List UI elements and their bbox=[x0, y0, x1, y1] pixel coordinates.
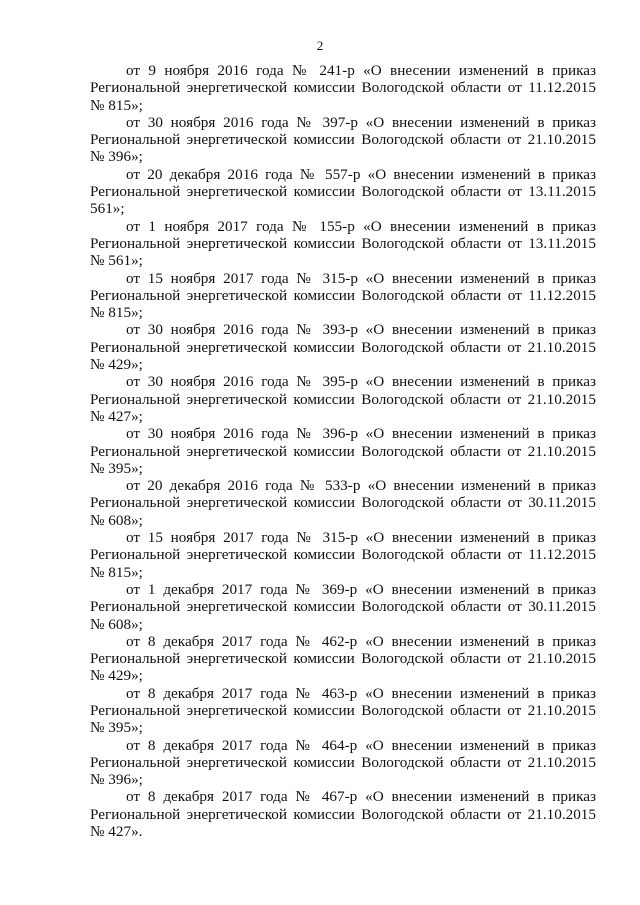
entry-line: Региональной энергетической комиссии Вологодской области от 21.10.2015 bbox=[90, 338, 596, 356]
page-number: 2 bbox=[316, 38, 324, 53]
list-item bbox=[90, 373, 596, 425]
entry-line: № 395»; bbox=[90, 459, 143, 477]
entry-line: № 608»; bbox=[90, 615, 143, 633]
entry-line: № 427»; bbox=[90, 407, 143, 425]
entry-line: от 30 ноября 2016 года № 395-р «О внесении изменений в приказ bbox=[126, 373, 596, 391]
entry-line: № 396»; bbox=[90, 148, 143, 166]
list-item bbox=[90, 477, 596, 529]
entry-line: Региональной энергетической комиссии Вологодской области от 21.10.2015 bbox=[90, 753, 596, 771]
entry-line: Региональной энергетической комиссии Вологодской области от 21.10.2015 bbox=[90, 701, 596, 719]
entry-line: № 815»; bbox=[90, 304, 143, 322]
entry-line: от 8 декабря 2017 года № 463-р «О внесении изменений в приказ bbox=[126, 684, 596, 702]
entry-line: Региональной энергетической комиссии Вологодской области от 13.11.2015 bbox=[90, 234, 596, 252]
entry-line: от 1 декабря 2017 года № 369-р «О внесении изменений в приказ bbox=[126, 580, 596, 598]
entry-line: № 608»; bbox=[90, 511, 143, 529]
entry-line: от 30 ноября 2016 года № 397-р «О внесении изменений в приказ bbox=[126, 113, 596, 131]
entry-line: от 9 ноября 2016 года № 241-р «О внесении изменений в приказ bbox=[126, 62, 596, 79]
list-item bbox=[90, 62, 596, 114]
entry-line: 561»; bbox=[90, 200, 125, 218]
list-item bbox=[90, 529, 596, 581]
entry-line: № 815»; bbox=[90, 96, 143, 114]
list-item bbox=[90, 166, 596, 218]
entry-line: № 395»; bbox=[90, 719, 143, 737]
entry-line: от 20 декабря 2016 года № 557-р «О внесении изменений в приказ bbox=[126, 165, 596, 183]
list-item bbox=[90, 633, 596, 685]
entry-line: Региональной энергетической комиссии Вологодской области от 11.12.2015 bbox=[90, 79, 596, 97]
entry-line: № 815»; bbox=[90, 563, 143, 581]
entry-line: Региональной энергетической комиссии Вологодской области от 21.10.2015 bbox=[90, 805, 596, 823]
entry-line: от 20 декабря 2016 года № 533-р «О внесении изменений в приказ bbox=[126, 477, 596, 495]
entry-line: № 396»; bbox=[90, 771, 143, 789]
entry-line: Региональной энергетической комиссии Вологодской области от 21.10.2015 bbox=[90, 442, 596, 460]
entry-line: Региональной энергетической комиссии Вологодской области от 30.11.2015 bbox=[90, 598, 596, 616]
entry-line: от 1 ноября 2017 года № 155-р «О внесении изменений в приказ bbox=[126, 217, 596, 235]
entry-line: Региональной энергетической комиссии Вологодской области от 13.11.2015 bbox=[90, 183, 596, 201]
entry-line: от 30 ноября 2016 года № 396-р «О внесении изменений в приказ bbox=[126, 425, 596, 443]
list-item bbox=[90, 270, 596, 322]
entry-line: от 15 ноября 2017 года № 315-р «О внесении изменений в приказ bbox=[126, 529, 596, 547]
list-item bbox=[90, 685, 596, 737]
entry-line: от 15 ноября 2017 года № 315-р «О внесении изменений в приказ bbox=[126, 269, 596, 287]
entry-line: № 427». bbox=[90, 823, 143, 841]
entry-line: Региональной энергетической комиссии Вологодской области от 21.10.2015 bbox=[90, 131, 596, 149]
entry-line: № 429»; bbox=[90, 667, 143, 685]
list-item bbox=[90, 114, 596, 166]
entry-line: Региональной энергетической комиссии Вологодской области от 21.10.2015 bbox=[90, 650, 596, 668]
entry-line: № 429»; bbox=[90, 356, 143, 374]
entry-line: Региональной энергетической комиссии Вологодской области от 21.10.2015 bbox=[90, 390, 596, 408]
entry-line: Региональной энергетической комиссии Вологодской области от 11.12.2015 bbox=[90, 286, 596, 304]
entry-line: Региональной энергетической комиссии Вологодской области от 30.11.2015 bbox=[90, 494, 596, 512]
entry-line: Региональной энергетической комиссии Вологодской области от 11.12.2015 bbox=[90, 546, 596, 564]
list-item bbox=[90, 737, 596, 789]
list-item bbox=[90, 218, 596, 270]
entry-line: от 30 ноября 2016 года № 393-р «О внесении изменений в приказ bbox=[126, 321, 596, 339]
list-item bbox=[90, 425, 596, 477]
list-item bbox=[90, 321, 596, 373]
document-body bbox=[90, 62, 596, 840]
list-item bbox=[90, 788, 596, 840]
entry-line: от 8 декабря 2017 года № 467-р «О внесении изменений в приказ bbox=[126, 788, 596, 806]
entry-line: № 561»; bbox=[90, 252, 143, 270]
entry-line: от 8 декабря 2017 года № 464-р «О внесении изменений в приказ bbox=[126, 736, 596, 754]
entry-line: от 8 декабря 2017 года № 462-р «О внесении изменений в приказ bbox=[126, 632, 596, 650]
list-item bbox=[90, 581, 596, 633]
